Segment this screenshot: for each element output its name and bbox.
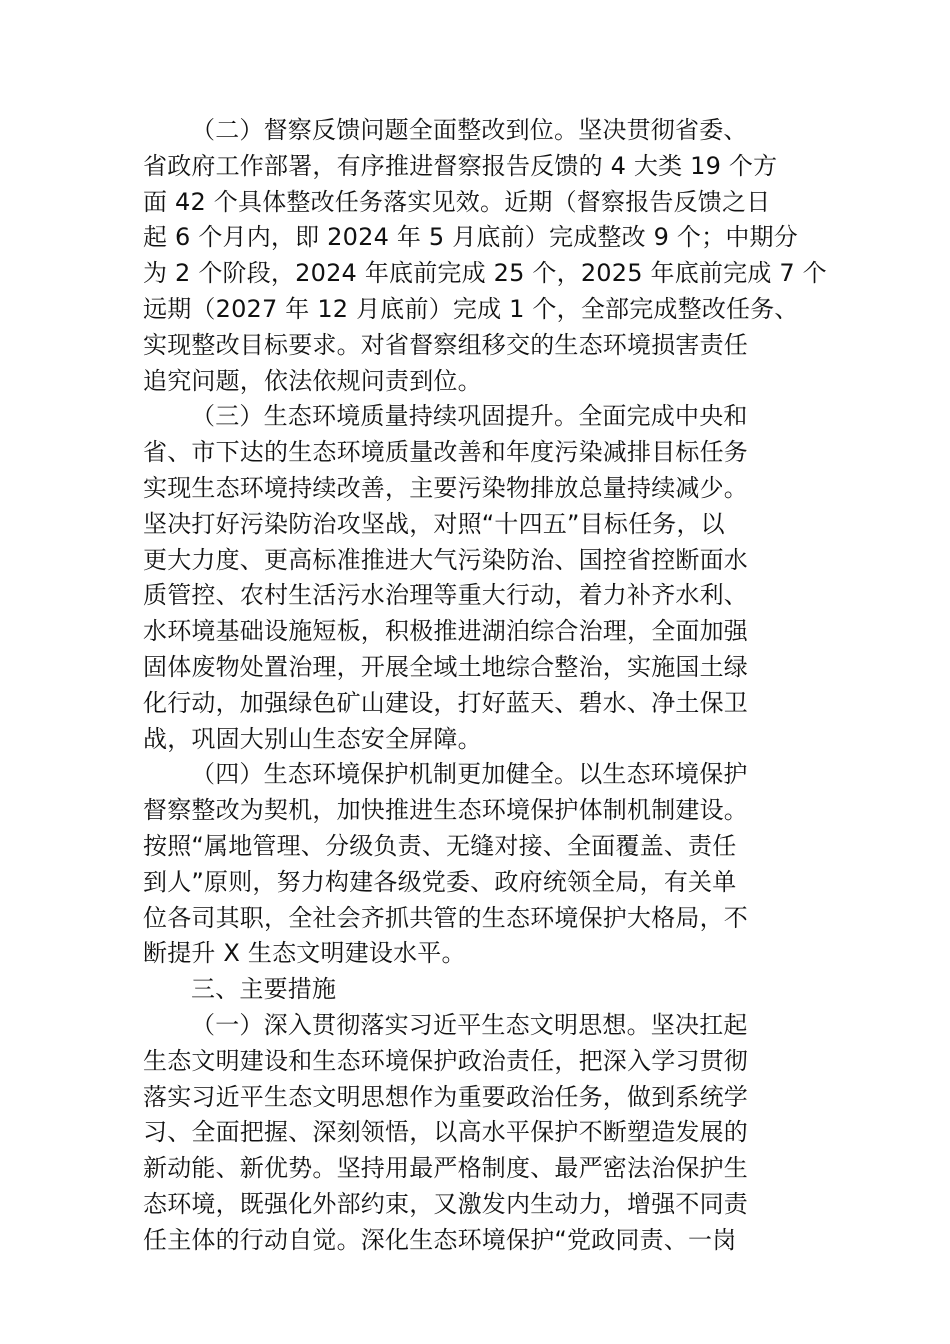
paragraph-line: 水环境基础设施短板，积极推进湖泊综合治理，全面加强	[143, 617, 748, 646]
paragraph-line: 为 2 个阶段，2024 年底前完成 25 个，2025 年底前完成 7 个	[143, 259, 827, 288]
paragraph-first-line: （四）生态环境保护机制更加健全。以生态环境保护	[191, 760, 748, 789]
paragraph-first-line: （三）生态环境质量持续巩固提升。全面完成中央和	[191, 402, 748, 431]
paragraph-first-line: 三、主要措施	[191, 975, 337, 1004]
paragraph-first-line: （一）深入贯彻落实习近平生态文明思想。坚决扛起	[191, 1010, 748, 1039]
paragraph-line: 实现生态环境持续改善，主要污染物排放总量持续减少。	[143, 473, 748, 502]
document-body	[143, 113, 827, 1259]
paragraph-line: 固体废物处置治理，开展全域土地综合整治，实施国土绿	[143, 652, 748, 681]
paragraph-line: 省、市下达的生态环境质量改善和年度污染减排目标任务	[143, 438, 748, 467]
paragraph-line: 更大力度、更高标准推进大气污染防治、国控省控断面水	[143, 545, 748, 574]
paragraph-line: 态环境，既强化外部约束，又激发内生动力，增强不同责	[143, 1189, 748, 1218]
paragraph-line: 按照“属地管理、分级负责、无缝对接、全面覆盖、责任	[143, 831, 737, 860]
paragraph-line: 战，巩固大别山生态安全屏障。	[143, 724, 482, 753]
paragraph-line: 生态文明建设和生态环境保护政治责任，把深入学习贯彻	[143, 1046, 748, 1075]
paragraph-line: 省政府工作部署，有序推进督察报告反馈的 4 大类 19 个方	[143, 151, 778, 180]
paragraph-line: 到人”原则，努力构建各级党委、政府统领全局，有关单	[143, 867, 737, 896]
paragraph-line: 面 42 个具体整改任务落实见效。近期（督察报告反馈之日	[143, 187, 771, 216]
paragraph-line: 实现整改目标要求。对省督察组移交的生态环境损害责任	[143, 330, 748, 359]
paragraph-line: 督察整改为契机，加快推进生态环境保护体制机制建设。	[143, 796, 748, 825]
paragraph-line: 断提升 X 生态文明建设水平。	[143, 939, 466, 968]
paragraph-line: 任主体的行动自觉。深化生态环境保护“党政同责、一岗	[143, 1225, 737, 1254]
paragraph-line: 落实习近平生态文明思想作为重要政治任务，做到系统学	[143, 1082, 748, 1111]
paragraph-line: 追究问题，依法依规问责到位。	[143, 366, 482, 395]
paragraph-line: 坚决打好污染防治攻坚战，对照“十四五”目标任务，以	[143, 509, 725, 538]
paragraph-line: 化行动，加强绿色矿山建设，打好蓝天、碧水、净土保卫	[143, 688, 748, 717]
paragraph-first-line: （二）督察反馈问题全面整改到位。坚决贯彻省委、	[191, 116, 748, 144]
paragraph-line: 起 6 个月内，即 2024 年 5 月底前）完成整改 9 个；中期分	[143, 223, 798, 252]
paragraph-line: 远期（2027 年 12 月底前）完成 1 个，全部完成整改任务、	[143, 294, 799, 323]
paragraph-line: 新动能、新优势。坚持用最严格制度、最严密法治保护生	[143, 1154, 748, 1183]
paragraph-line: 习、全面把握、深刻领悟，以高水平保护不断塑造发展的	[143, 1118, 748, 1147]
paragraph-line: 位各司其职，全社会齐抓共管的生态环境保护大格局，不	[143, 903, 748, 932]
paragraph-line: 质管控、农村生活污水治理等重大行动，着力补齐水利、	[143, 581, 748, 610]
